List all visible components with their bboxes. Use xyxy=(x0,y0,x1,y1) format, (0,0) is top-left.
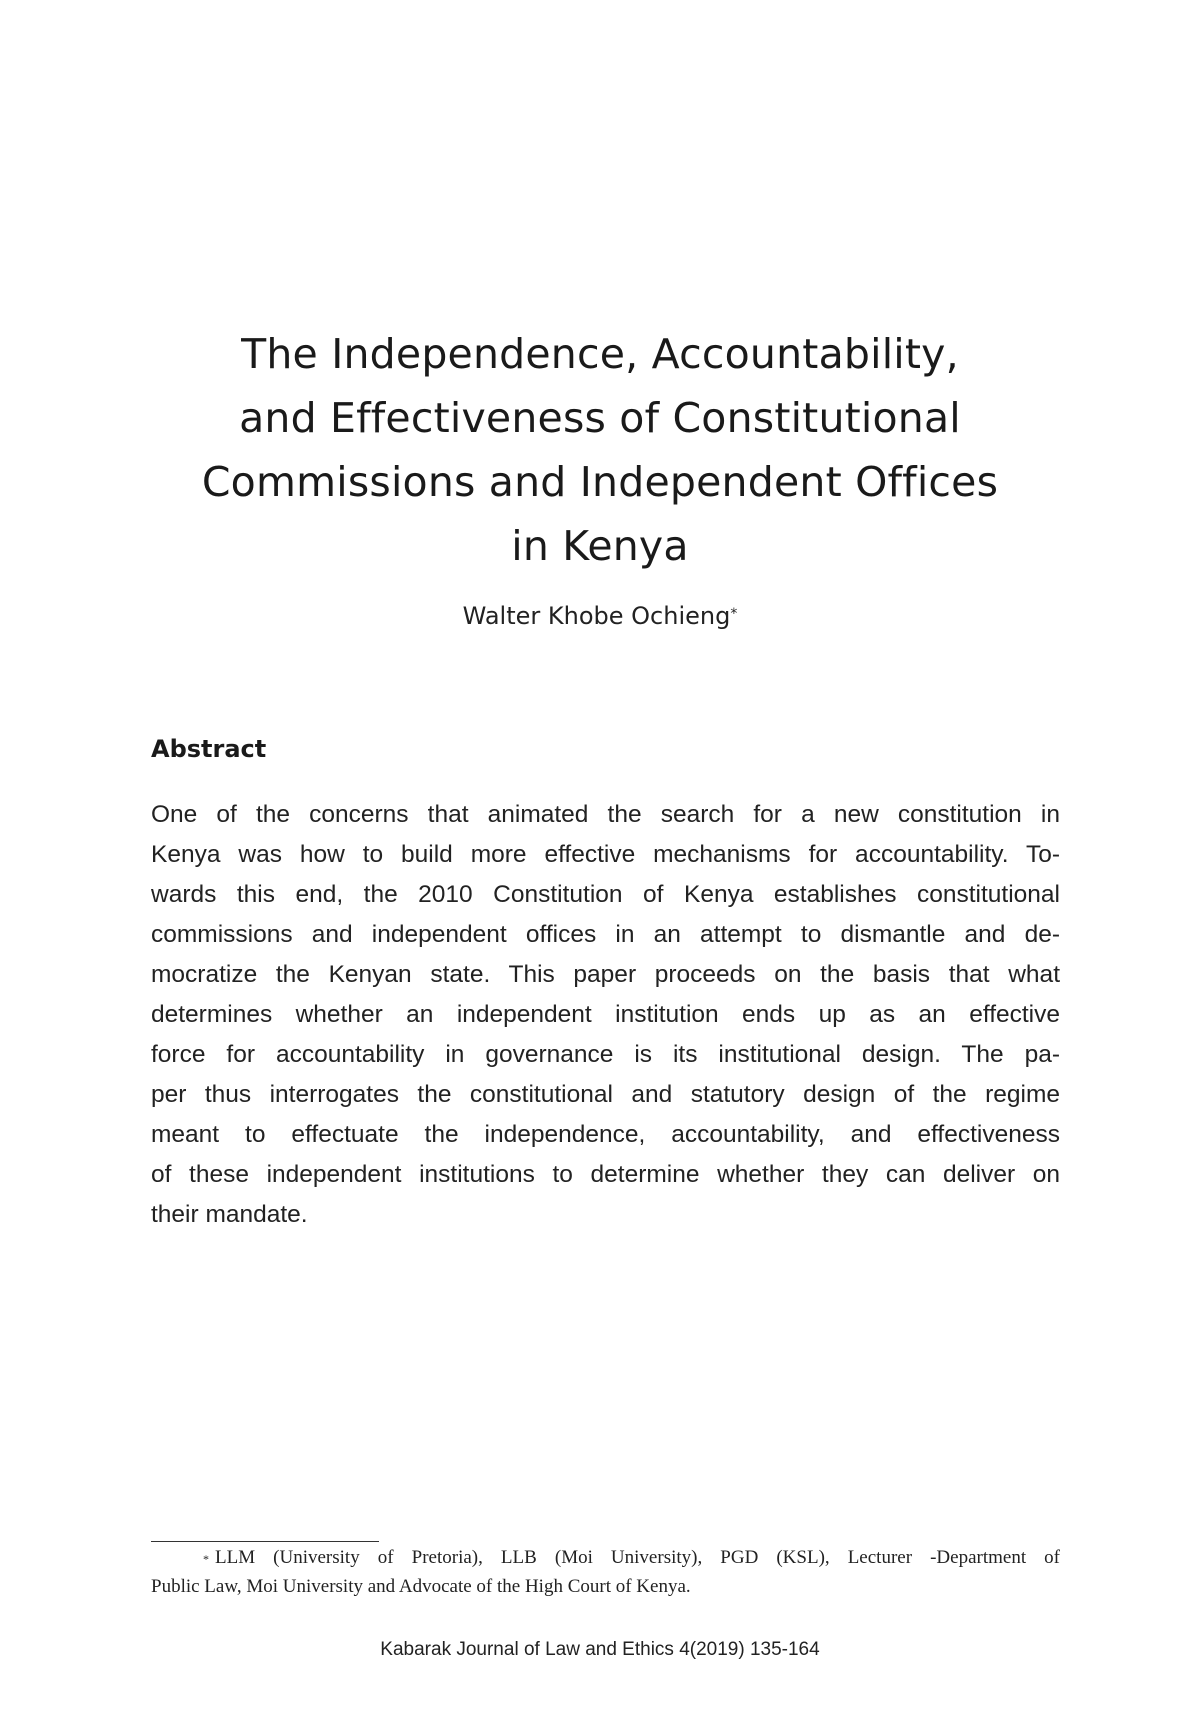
title-line: Commissions and Independent Offices xyxy=(201,458,999,506)
title-line: and Effectiveness of Constitutional xyxy=(239,394,961,442)
author-footnote-marker[interactable]: * xyxy=(730,606,738,622)
footnote-marker: * xyxy=(203,1552,209,1566)
abstract-line: One of the concerns that animated the search for a new constitution in xyxy=(151,801,1060,828)
abstract-line: meant to effectuate the independence, accountability, and effectiveness xyxy=(151,1121,1060,1148)
abstract-line: determines whether an independent institution ends up as an effective xyxy=(151,1001,1060,1028)
abstract-line: commissions and independent offices in an attempt to dismantle and de- xyxy=(151,921,1060,948)
author-footnote xyxy=(151,1543,1060,1601)
footnote-line xyxy=(151,1543,1060,1572)
journal-citation-footer: Kabarak Journal of Law and Ethics 4(2019) 135-164 xyxy=(380,1639,820,1660)
abstract-line: per thus interrogates the constitutional and statutory design of the regime xyxy=(151,1081,1060,1108)
footnote-divider xyxy=(151,1541,379,1542)
author-name: Walter Khobe Ochieng xyxy=(462,602,731,630)
abstract-heading: Abstract xyxy=(151,735,267,763)
author-line xyxy=(140,601,1060,631)
title-line: in Kenya xyxy=(511,522,689,570)
abstract-line: their mandate. xyxy=(151,1201,308,1228)
abstract-line: force for accountability in governance is its institutional design. The pa- xyxy=(151,1041,1060,1068)
footnote-line: Public Law, Moi University and Advocate of the High Court of Kenya. xyxy=(151,1576,691,1597)
title-line: The Independence, Accountability, xyxy=(241,330,959,378)
footnote-line-text: LLM (University of Pretoria), LLB (Moi University), PGD (KSL), Lecturer -Department of xyxy=(215,1547,1060,1568)
paper-title xyxy=(140,322,1060,578)
abstract-line: wards this end, the 2010 Constitution of Kenya establishes constitutional xyxy=(151,881,1060,908)
abstract-body xyxy=(151,795,1060,1235)
abstract-line: mocratize the Kenyan state. This paper proceeds on the basis that what xyxy=(151,961,1060,988)
abstract-line: Kenya was how to build more effective mechanisms for accountability. To- xyxy=(151,841,1060,868)
abstract-line: of these independent institutions to determine whether they can deliver on xyxy=(151,1161,1060,1188)
